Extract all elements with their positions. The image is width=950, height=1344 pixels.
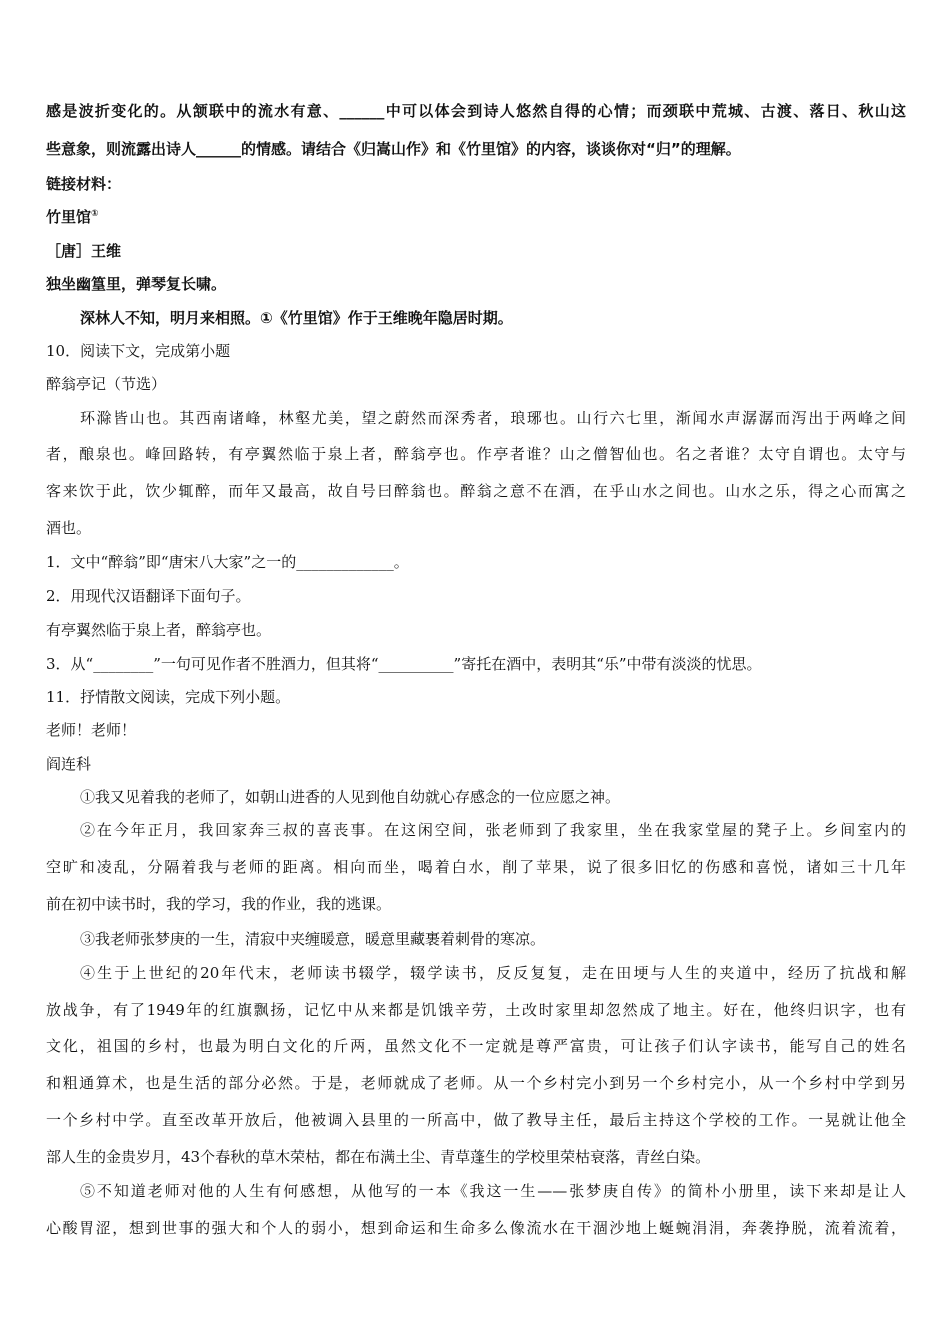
poem-line: 独坐幽篁里，弹琴复长啸。 xyxy=(46,275,227,293)
poem-line-with-note: 深林人不知，明月来相照。①《竹里馆》作于王维晚年隐居时期。 xyxy=(80,309,513,327)
passage-line: 客来饮于此，饮少辄醉，而年又最高，故自号曰醉翁也。醉翁之意不在酒，在乎山水之间也。山水之乐，得之心而寓之 xyxy=(46,482,906,500)
essay-paragraph-5: 心酸胃涩，想到世事的强大和个人的弱小，想到命运和生命多么像流水在干涸沙地上蜒蜿涓涓，奔袭挣脱，流着流着， xyxy=(46,1219,906,1237)
question-11-heading: 11．抒情散文阅读，完成下列小题。 xyxy=(46,688,291,706)
essay-paragraph-4: 文化，祖国的乡村，也最为明白文化的斤两，虽然文化不一定就是尊严富贵，可让孩子们认字读书，能写自己的姓名 xyxy=(46,1037,906,1055)
passage-line: 酒也。 xyxy=(46,519,92,537)
essay-title: 老师！老师！ xyxy=(46,721,137,739)
sub-question-1: 1．文中“醉翁”即“唐宋八大家”之一的_____________。 xyxy=(46,553,409,571)
passage-line: 者，酿泉也。峰回路转，有亭翼然临于泉上者，醉翁亭也。作亭者谁？山之僧智仙也。名之者谁？太守自谓也。太守与 xyxy=(46,445,906,463)
question-text-line: 些意象，则流露出诗人______的情感。请结合《归嵩山作》和《竹里馆》的内容，谈谈你对“归”的理解。 xyxy=(46,140,741,158)
sub-question-2: 2．用现代汉语翻译下面句子。 xyxy=(46,587,251,605)
link-material-heading: 链接材料： xyxy=(46,175,122,193)
essay-paragraph-3: ③我老师张梦庚的一生，清寂中夹缠暖意，暖意里藏裹着刺骨的寒凉。 xyxy=(80,930,546,948)
passage-title: 醉翁亭记（节选） xyxy=(46,375,167,393)
poem-author: ［唐］王维 xyxy=(46,242,122,260)
sub-question-2-sentence: 有亭翼然临于泉上者，醉翁亭也。 xyxy=(46,621,272,639)
essay-author: 阎连科 xyxy=(46,755,92,773)
poem-title-text: 竹里馆 xyxy=(46,208,92,226)
essay-paragraph-2: 空旷和凌乱，分隔着我与老师的距离。相向而坐，喝着白水，削了苹果，说了很多旧忆的伤感和喜悦，诸如三十几年 xyxy=(46,858,906,876)
essay-paragraph-2: ②在今年正月，我回家奔三叔的喜丧事。在这闲空间，张老师到了我家里，坐在我家堂屋的凳子上。乡间室内的 xyxy=(80,821,906,839)
essay-paragraph-2: 前在初中读书时，我的学习，我的作业，我的逃课。 xyxy=(46,895,392,913)
essay-paragraph-4: 一个乡村中学。直至改革开放后，他被调入县里的一所高中，做了教导主任，最后主持这个学校的工作。一晃就让他全 xyxy=(46,1111,906,1129)
footnote-marker: ① xyxy=(91,209,99,219)
essay-paragraph-4: ④生于上世纪的20年代末，老师读书辍学，辍学读书，反反复复，走在田埂与人生的夹道中，经历了抗战和解 xyxy=(80,964,906,982)
question-10-heading: 10．阅读下文，完成第小题 xyxy=(46,342,231,360)
essay-paragraph-1: ①我又见着我的老师了，如朝山进香的人见到他自幼就心存感念的一位应愿之神。 xyxy=(80,788,621,806)
sub-question-3: 3．从“________”一句可见作者不胜酒力，但其将“__________”寄托在酒中，表明其“乐”中带有淡淡的忧思。 xyxy=(46,655,762,673)
essay-paragraph-4: 放战争，有了1949年的红旗飘扬，记忆中从来都是饥饿辛劳，土改时家里却忽然成了地主。好在，他终归识字，也有 xyxy=(46,1001,906,1019)
essay-paragraph-4: 和粗通算术，也是生活的部分必然。于是，老师就成了老师。从一个乡村完小到另一个乡村完小，从一个乡村中学到另 xyxy=(46,1074,906,1092)
question-text-line: 感是波折变化的。从颔联中的流水有意、______中可以体会到诗人悠然自得的心情；而颈联中荒城、古渡、落日、秋山这 xyxy=(46,102,906,120)
passage-line: 环滁皆山也。其西南诸峰，林壑尤美，望之蔚然而深秀者，琅琊也。山行六七里，渐闻水声潺潺而泻出于两峰之间 xyxy=(80,409,906,427)
essay-paragraph-5: ⑤不知道老师对他的人生有何感想，从他写的一本《我这一生——张梦庚自传》的简朴小册里，读下来却是让人 xyxy=(80,1182,906,1200)
poem-title xyxy=(46,207,906,227)
essay-paragraph-4: 部人生的金贵岁月，43个春秋的草木荣枯，都在布满土尘、青草蓬生的学校里荣枯衰落，青丝白染。 xyxy=(46,1148,711,1166)
